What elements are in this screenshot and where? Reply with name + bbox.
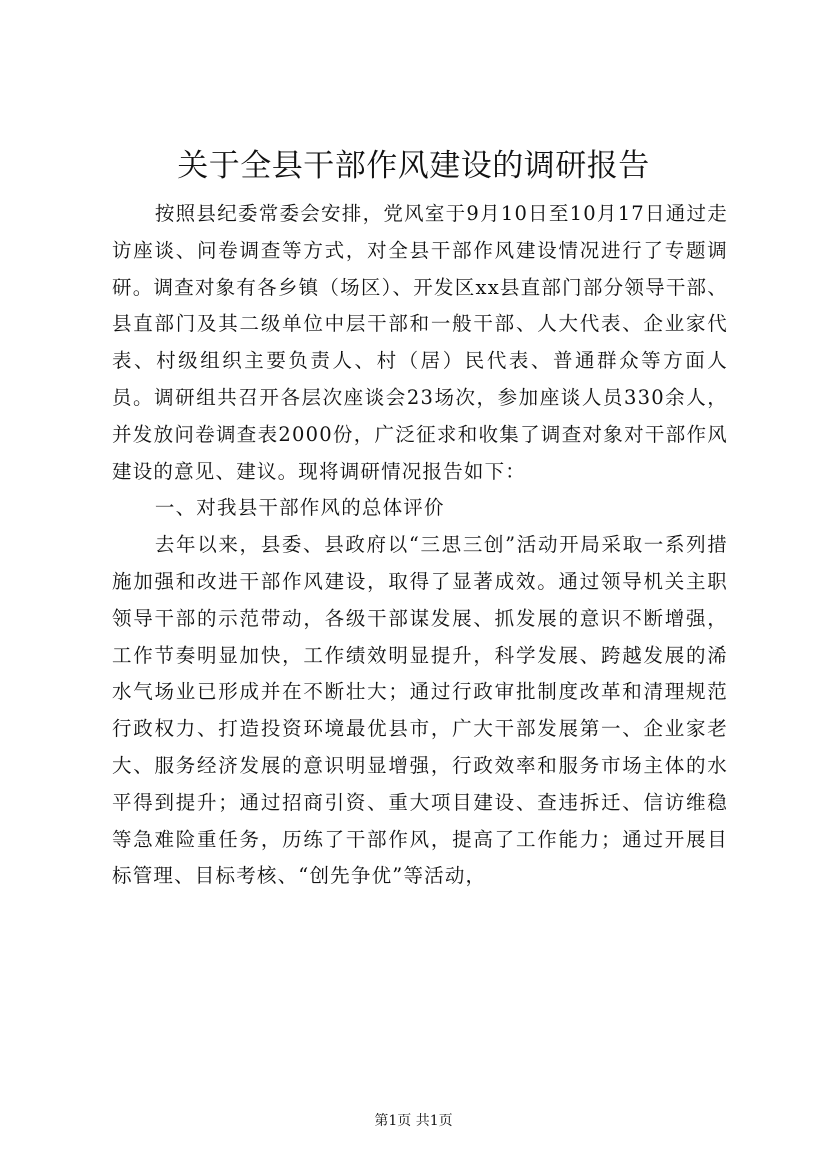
page-footer: 第1页 共1页 [374,1113,453,1129]
section-heading-1: 一、对我县干部作风的总体评价 [154,496,445,520]
document-body [112,196,728,895]
paragraph-evaluation: 去年以来，县委、县政府以“三思三创”活动开局采取一系列措施加强和改进干部作风建设，取得了显著成效。通过领导机关主职领导干部的示范带动，各级干部谋发展、抓发展的意识不断增强，工作节奏明显加快，工作绩效明显提升，科学发展、跨越发展的浠水气场业已形成并在不断壮大；通过行政审批制度改革和清理规范行政权力、打造投资环境最优县市，广大干部发展第一、企业家老大、服务经济发展的意识明显增强，行政效率和服务市场主体的水平得到提升；通过招商引资、重大项目建设、查违拆迁、信访维稳等急难险重任务，历练了干部作风，提高了工作能力；通过开展目标管理、目标考核、“创先争优”等活动， [112,533,728,888]
document-title: 关于全县干部作风建设的调研报告 [177,148,650,184]
paragraph-intro: 按照县纪委常委会安排，党风室于9月10日至10月17日通过走访座谈、问卷调查等方式，对全县干部作风建设情况进行了专题调研。调查对象有各乡镇（场区）、开发区xx县直部门部分领导干部、县直部门及其二级单位中层干部和一般干部、人大代表、企业家代表、村级组织主要负责人、村（居）民代表、普通群众等方面人员。调研组共召开各层次座谈会23场次，参加座谈人员330余人，并发放问卷调查表2000份，广泛征求和收集了调查对象对干部作风建设的意见、建议。现将调研情况报告如下： [112,202,728,483]
